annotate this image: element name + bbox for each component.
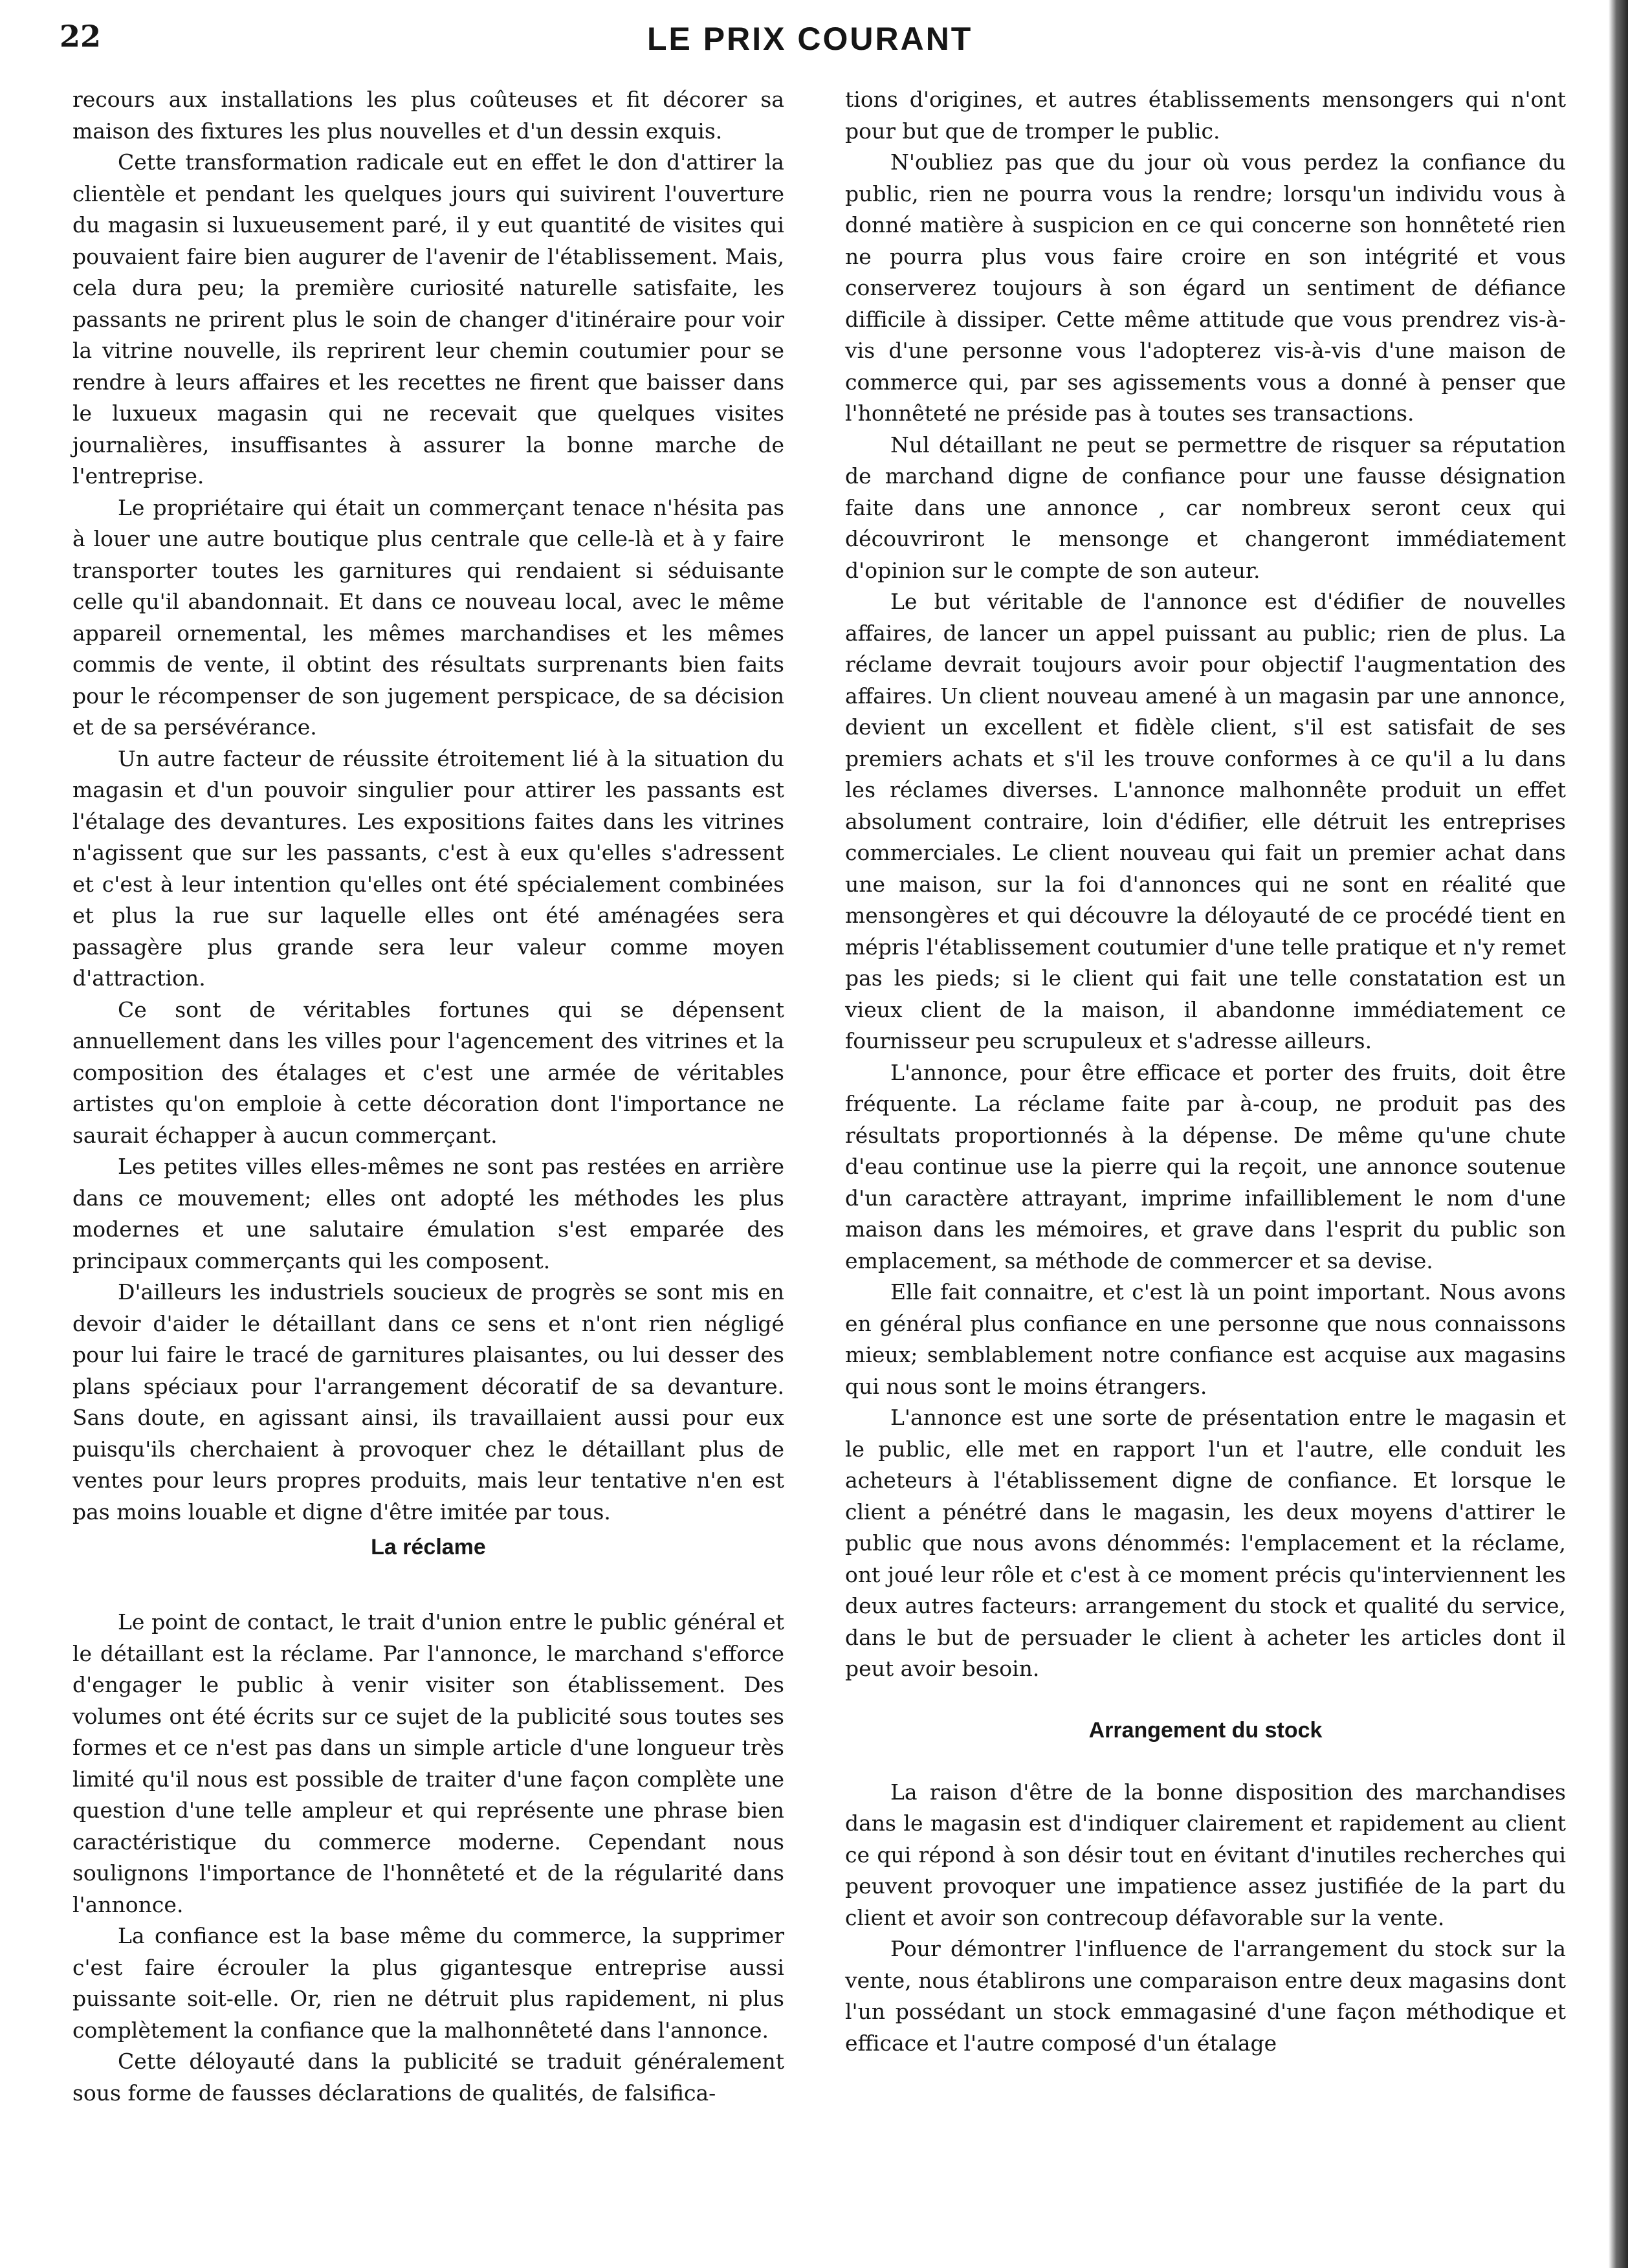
right-column: [845, 84, 1566, 2059]
paragraph: Elle fait connaitre, et c'est là un point important. Nous avons en général plus confiance en une personne que nous connaissons mieux; semblablement notre confiance est acquise aux magasins qui nous sont le moins étrangers.: [845, 1279, 1566, 1399]
paragraph: L'annonce est une sorte de présentation entre le magasin et le public, elle met en rapport l'un et l'autre, elle conduit les acheteurs à l'établissement digne de confiance. Et lorsque le client a pénétré dans le magasin, les deux moyens d'attirer le public que nous avons dénommés: l'emplacement et la réclame, ont joué leur rôle et c'est à ce moment précis qu'interviennent les deux autres facteurs: arrangement du stock et qualité du service, dans le but de persuader le client à acheter les articles dont il peut avoir besoin.: [845, 1405, 1566, 1681]
paragraph: recours aux installations les plus coûteuses et fit décorer sa maison des fixtures les plus nouvelles et d'un dessin exquis.: [72, 87, 784, 144]
paragraph: N'oubliez pas que du jour où vous perdez la confiance du public, rien ne pourra vous la rendre; lorsqu'un individu vous à donné matière à suspicion en ce qui concerne son honnêteté rien ne pourra plus vous faire croire en son intégrité et vous conserverez toujours à son égard un sentiment de défiance difficile à dissiper. Cette même attitude que vous prendrez vis-à-vis d'une personne vous l'adopterez vis-à-vis d'une maison de commerce qui, par ses agissements vous a donné à penser que l'honnêteté ne préside pas à toutes ses transactions.: [845, 149, 1566, 426]
paragraph: Le but véritable de l'annonce est d'édifier de nouvelles affaires, de lancer un appel puissant au public; rien de plus. La réclame devrait toujours avoir pour objectif l'augmentation des affaires. Un client nouveau amené à un magasin par une annonce, devient un excellent et fidèle client, s'il est satisfait de ses premiers achats et s'il les trouve conformes à ce qu'il a lu dans les réclames diverses. L'annonce malhonnête produit un effet absolument contraire, loin d'édifier, elle détruit les entreprises commerciales. Le client nouveau qui fait un premier achat dans une maison, sur la foi d'annonces qui ne sont en réalité que mensongères et qui découvre la déloyauté de ce procédé tient en mépris l'établissement coutumier d'une telle pratique et n'y remet pas les pieds; si le client qui fait une telle constatation est un vieux client de la maison, il abandonne immédiatement ce fournisseur peu scrupuleux et s'adresse ailleurs.: [845, 589, 1566, 1053]
paragraph: Ce sont de véritables fortunes qui se dépensent annuellement dans les villes pour l'agencement des vitrines et la composition des étalages et c'est une armée de véritables artistes qu'on emploie à cette décoration dont l'importance ne saurait échapper à aucun commerçant.: [72, 996, 784, 1148]
paragraph: Les petites villes elles-mêmes ne sont pas restées en arrière dans ce mouvement; elles ont adopté les méthodes les plus modernes et une salutaire émulation s'est emparée des principaux commerçants qui les composent.: [72, 1154, 784, 1273]
paragraph: Cette déloyauté dans la publicité se traduit généralement sous forme de fausses déclarations de qualités, de falsifica-: [72, 2049, 784, 2106]
paragraph: La confiance est la base même du commerce, la supprimer c'est faire écrouler la plus gigantesque entreprise aussi puissante soit-elle. Or, rien ne détruit plus rapidement, ni plus complètement la confiance que la malhonnêteté dans l'annonce.: [72, 1923, 784, 2043]
paragraph: D'ailleurs les industriels soucieux de progrès se sont mis en devoir d'aider le détaillant dans ce sens et n'ont rien négligé pour lui faire le tracé de garnitures plaisantes, ou lui desser des plans spéciaux pour l'arrangement décoratif de sa devanture. Sans doute, en agissant ainsi, ils travaillaient aussi pour eux puisqu'ils cherchaient à provoquer chez le détaillant plus de ventes pour leurs propres produits, mais leur tentative n'en est pas moins louable et digne d'être imitée par tous.: [72, 1279, 784, 1525]
running-head-title: LE PRIX COURANT: [647, 21, 973, 57]
scan-edge-shadow: [1609, 0, 1628, 2268]
paragraph: Le point de contact, le trait d'union entre le public général et le détaillant est la réclame. Par l'annonce, le marchand s'efforce d'engager le public à venir visiter son établissement. Des volumes ont été écrits sur ce sujet de la publicité sous toutes ses formes et ce n'est pas dans un simple article d'une longueur très limité qu'il nous est possible de traiter d'une façon complète une question d'une telle ampleur et qui représente une phrase bien caractéristique du commerce moderne. Cependant nous soulignons l'importance de l'honnêteté et de la régularité dans l'annonce.: [72, 1609, 784, 1917]
section-heading-arrangement-du-stock: Arrangement du stock: [1088, 1717, 1323, 1743]
paragraph: Le propriétaire qui était un commerçant tenace n'hésita pas à louer une autre boutique plus centrale que celle-là et à y faire transporter toutes les garnitures qui rendaient si séduisante celle qu'il abandonnait. Et dans ce nouveau local, avec le même appareil ornemental, les mêmes marchandises et les mêmes commis de vente, il obtint des résultats surprenants bien faits pour le récompenser de son jugement perspicace, de sa décision et de sa persévérance.: [72, 494, 784, 740]
section-heading-la-reclame: La réclame: [371, 1535, 486, 1559]
paragraph: tions d'origines, et autres établissements mensongers qui n'ont pour but que de tromper le public.: [845, 87, 1566, 144]
paragraph: Pour démontrer l'influence de l'arrangement du stock sur la vente, nous établirons une comparaison entre deux magasins dont l'un possédant un stock emmagasiné d'une façon méthodique et efficace et l'autre composé d'un étalage: [845, 1936, 1566, 2056]
left-column: [72, 84, 784, 2109]
paragraph: Cette transformation radicale eut en effet le don d'attirer la clientèle et pendant les quelques jours qui suivirent l'ouverture du magasin si luxueusement paré, il y eut quantité de visites qui pouvaient faire bien augurer de l'avenir de l'établissement. Mais, cela dura peu; la première curiosité naturelle satisfaite, les passants ne prirent plus le soin de changer d'itinéraire pour voir la vitrine nouvelle, ils reprirent leur chemin coutumier pour se rendre à leurs affaires et les recettes ne firent que baisser dans le luxueux magasin qui ne recevait que quelques visites journalières, insuffisantes à assurer la bonne marche de l'entreprise.: [72, 149, 784, 489]
paragraph: Nul détaillant ne peut se permettre de risquer sa réputation de marchand digne de confiance pour une fausse désignation faite dans une annonce , car nombreux seront ceux qui découvriront le mensonge et changeront immédiatement d'opinion sur le compte de son auteur.: [845, 432, 1566, 583]
page-number: 22: [60, 19, 102, 54]
paragraph: Un autre facteur de réussite étroitement lié à la situation du magasin et d'un pouvoir singulier pour attirer les passants est l'étalage des devantures. Les expositions faites dans les vitrines n'agissent que sur les passants, c'est à eux qu'elles s'adressent et c'est à leur intention qu'elles ont été spécialement combinées et plus la rue sur laquelle elles ont été aménagées sera passagère plus grande sera leur valeur comme moyen d'attraction.: [72, 745, 784, 991]
paragraph: L'annonce, pour être efficace et porter des fruits, doit être fréquente. La réclame faite par à-coup, ne produit pas des résultats proportionnés à la dépense. De même qu'une chute d'eau continue use la pierre qui la reçoit, une annonce soutenue d'un caractère attrayant, imprime infailliblement le nom d'une maison dans les mémoires, et grave dans l'esprit du public son emplacement, sa méthode de commercer et sa devise.: [845, 1059, 1566, 1273]
paragraph: La raison d'être de la bonne disposition des marchandises dans le magasin est d'indiquer clairement et rapidement au client ce qui répond à son désir tout en évitant d'inutiles recherches qui peuvent provoquer une impatience assez justifiée de la part du client et avoir son contrecoup défavorable sur la vente.: [845, 1779, 1566, 1930]
